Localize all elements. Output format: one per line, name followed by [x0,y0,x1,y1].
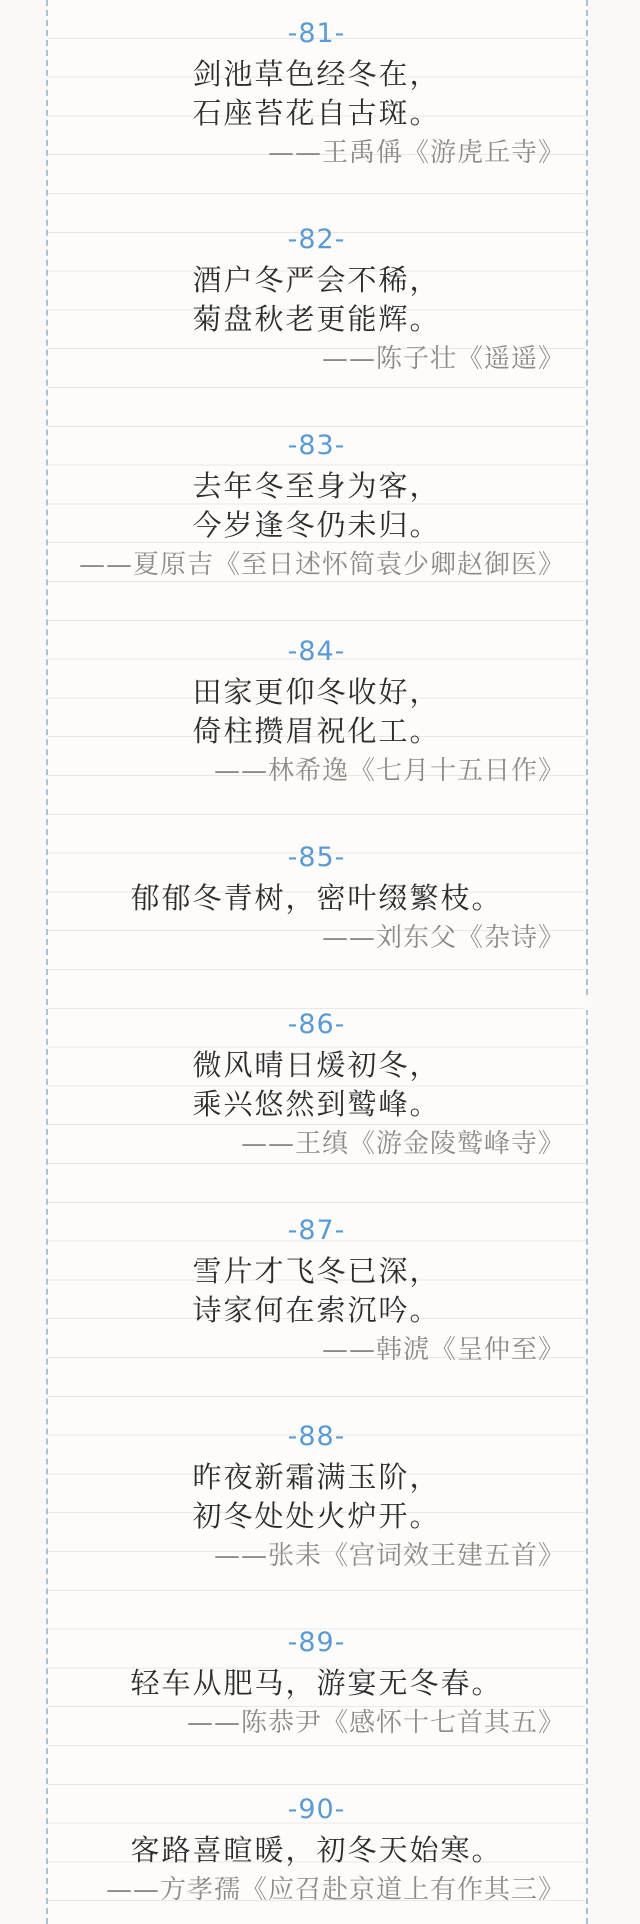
screenshot-seam [583,997,593,1010]
poem-attribution: ——王缜《游金陵鹫峰寺》 [240,1129,565,1159]
poem-lines [48,1664,585,1703]
poem-line: 剑池草色经冬在， [192,57,441,91]
poem-number: -86- [287,1009,346,1040]
poem-number: -89- [287,1627,346,1658]
poem-line: 去年冬至身为客， [192,469,441,503]
poem-lines [48,467,585,545]
poem-attribution: ——陈子壮《遥遥》 [321,344,565,374]
poem-lines [48,1458,585,1536]
poem-number: -81- [287,18,346,49]
poem-entry [48,223,585,377]
poem-line: 倚柱攒眉祝化工。 [192,714,441,748]
left-dashed-border [46,0,48,1924]
poem-lines [48,1831,585,1870]
poem-line: 石座苔花自古斑。 [192,96,441,130]
poem-line: 田家更仰冬收好， [192,675,441,709]
poem-list [48,0,585,1924]
poem-number: -83- [287,430,346,461]
poem-entry [48,635,585,789]
poem-line: 酒户冬严会不稀， [192,263,441,297]
poem-attribution: ——刘东父《杂诗》 [321,923,565,953]
poem-number: -84- [287,636,346,667]
poem-lines [48,55,585,133]
poem-line: 客路喜暄暖，初冬天始寒。 [130,1833,503,1867]
poem-line: 雪片才飞冬已深， [192,1254,441,1288]
poem-line: 菊盘秋老更能辉。 [192,302,441,336]
poem-entry [48,1214,585,1368]
poem-line: 微风晴日煖初冬， [192,1048,441,1082]
poem-attribution: ——韩淲《呈仲至》 [321,1335,565,1365]
poem-lines [48,673,585,751]
poem-line: 乘兴悠然到鹫峰。 [192,1087,441,1121]
poem-lines [48,879,585,918]
poem-entry [48,1626,585,1741]
poem-number: -82- [287,224,346,255]
poem-number: -90- [287,1794,346,1825]
poem-entry [48,1793,585,1908]
poem-attribution: ——夏原吉《至日述怀简袁少卿赵御医》 [78,550,565,580]
poem-number: -88- [287,1421,346,1452]
poem-line: 今岁逢冬仍未归。 [192,508,441,542]
poem-line: 诗家何在索沉吟。 [192,1293,441,1327]
poem-attribution: ——王禹偁《游虎丘寺》 [267,138,565,168]
poem-attribution: ——张耒《宫词效王建五首》 [213,1541,565,1571]
poem-lines [48,1252,585,1330]
poem-entry [48,1008,585,1162]
poem-line: 昨夜新霜满玉阶， [192,1460,441,1494]
poem-attribution: ——方孝孺《应召赴京道上有作其三》 [105,1875,565,1905]
poem-entry [48,17,585,171]
poem-entry [48,1420,585,1574]
poem-line: 轻车从肥马，游宴无冬春。 [130,1666,503,1700]
poem-number: -87- [287,1215,346,1246]
poem-line: 初冬处处火炉开。 [192,1499,441,1533]
poem-lines [48,1046,585,1124]
poem-entry [48,429,585,583]
poem-attribution: ——林希逸《七月十五日作》 [213,756,565,786]
poem-attribution: ——陈恭尹《感怀十七首其五》 [186,1708,565,1738]
poem-entry [48,841,585,956]
poem-lines [48,261,585,339]
poem-line: 郁郁冬青树，密叶缀繁枝。 [130,881,503,915]
poem-number: -85- [287,842,346,873]
right-dashed-border [586,0,588,1924]
